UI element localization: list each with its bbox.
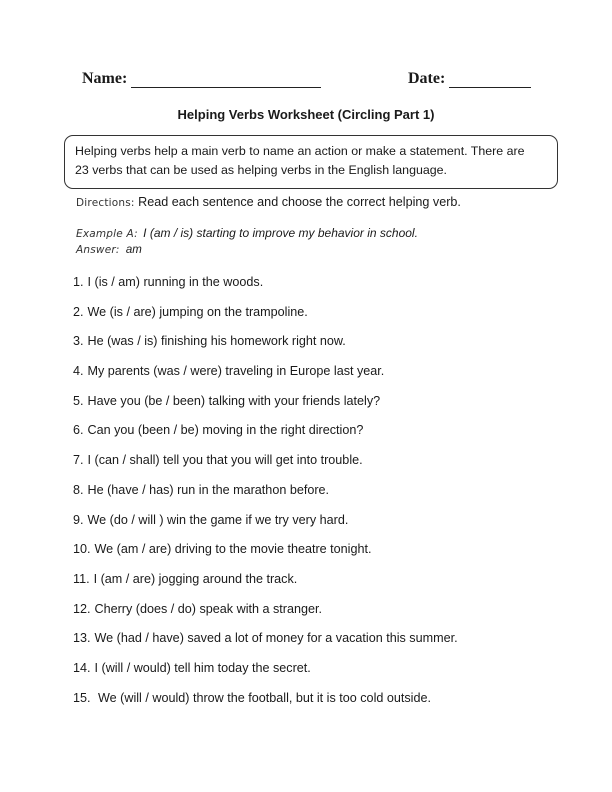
question-item — [73, 660, 458, 690]
intro-box — [64, 135, 558, 189]
question-text[interactable]: I (am / are) jogging around the track. — [93, 571, 298, 586]
question-number: 8. — [73, 482, 84, 497]
question-item — [73, 541, 458, 571]
question-text[interactable]: We (do / will ) win the game if we try very hard. — [87, 512, 349, 527]
question-item — [73, 690, 458, 720]
question-number: 7. — [73, 453, 84, 468]
question-item — [73, 393, 458, 423]
question-text[interactable]: We (am / are) driving to the movie theatre tonight. — [94, 542, 372, 557]
worksheet-header — [0, 70, 612, 92]
question-number: 9. — [73, 512, 84, 527]
question-text[interactable]: Cherry (does / do) speak with a stranger. — [94, 601, 323, 616]
question-number: 11. — [73, 571, 90, 586]
name-field[interactable] — [82, 70, 321, 88]
question-text[interactable]: My parents (was / were) traveling in Europe last year. — [87, 364, 385, 379]
question-number: 10. — [73, 542, 91, 557]
date-blank[interactable] — [449, 71, 531, 88]
question-text[interactable]: I (will / would) tell him today the secret. — [94, 660, 311, 675]
question-number: 1. — [73, 275, 84, 289]
example-answer — [76, 244, 142, 256]
question-text[interactable]: We (will / would) throw the football, but it is too cold outside. — [94, 690, 431, 705]
question-text[interactable]: He (have / has) run in the marathon before. — [87, 482, 330, 497]
question-item — [73, 333, 458, 363]
question-item — [73, 304, 458, 334]
question-number: 13. — [73, 631, 91, 646]
question-number: 3. — [73, 334, 84, 349]
question-text[interactable]: I (is / am) running in the woods. — [87, 275, 264, 289]
question-number: 14. — [73, 660, 91, 675]
date-field[interactable] — [408, 70, 531, 88]
question-number: 6. — [73, 423, 84, 438]
question-item — [73, 452, 458, 482]
question-list — [73, 274, 458, 719]
question-item — [73, 571, 458, 601]
question-text[interactable]: Have you (be / been) talking with your friends lately? — [87, 393, 381, 408]
example — [76, 226, 418, 240]
question-text[interactable]: He (was / is) finishing his homework right now. — [87, 334, 346, 349]
question-item — [73, 512, 458, 542]
question-item — [73, 274, 458, 304]
question-text[interactable]: I (can / shall) tell you that you will get into trouble. — [87, 453, 363, 468]
question-item — [73, 601, 458, 631]
example-text: I (am / is) starting to improve my behavior in school. — [143, 226, 418, 240]
question-number: 12. — [73, 601, 91, 616]
name-blank[interactable] — [131, 71, 321, 88]
directions — [76, 195, 461, 209]
worksheet-title: Helping Verbs Worksheet (Circling Part 1) — [177, 107, 435, 122]
directions-label: Directions: — [76, 197, 135, 209]
question-text[interactable]: Can you (been / be) moving in the right direction? — [87, 423, 364, 438]
question-number: 15. — [73, 690, 91, 705]
answer-label: Answer: — [76, 244, 120, 256]
intro-line-1: Helping verbs help a main verb to name an action or make a statement. There are — [75, 144, 525, 158]
question-item — [73, 422, 458, 452]
example-label: Example A: — [76, 228, 138, 240]
question-number: 5. — [73, 393, 84, 408]
directions-text: Read each sentence and choose the correct helping verb. — [138, 195, 461, 209]
date-label: Date: — [408, 70, 446, 87]
intro-line-2: 23 verbs that can be used as helping verbs in the English language. — [75, 163, 447, 177]
question-number: 2. — [73, 304, 84, 319]
question-item — [73, 630, 458, 660]
answer-text: am — [125, 244, 142, 256]
question-text[interactable]: We (is / are) jumping on the trampoline. — [87, 304, 308, 319]
question-item — [73, 363, 458, 393]
question-text[interactable]: We (had / have) saved a lot of money for a vacation this summer. — [94, 631, 458, 646]
question-item — [73, 482, 458, 512]
question-number: 4. — [73, 364, 84, 379]
name-label: Name: — [82, 70, 128, 87]
